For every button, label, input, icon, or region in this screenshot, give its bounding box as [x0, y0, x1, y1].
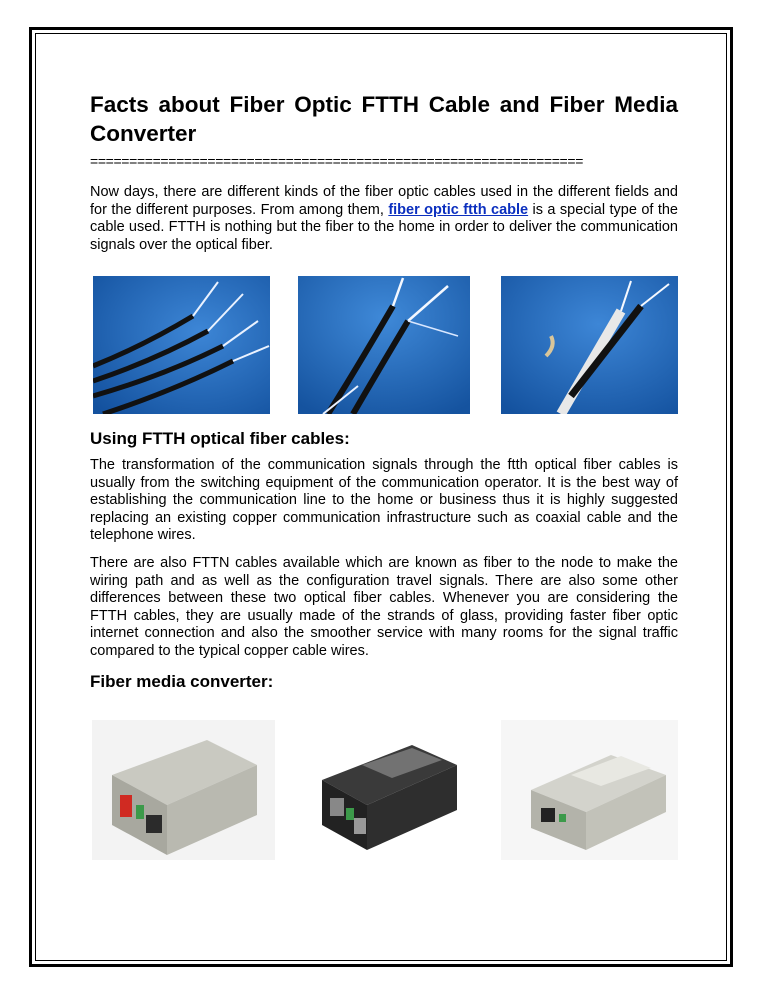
- media-converter-photo-2: [302, 720, 470, 860]
- ftth-cable-photo-1: [93, 276, 270, 414]
- intro-text-start: Now days, there are different kinds of the fiber optic cables used in the different fields and for the different purposes. From among them,: [90, 184, 678, 218]
- fiber-optic-ftth-cable-link[interactable]: fiber optic ftth cable: [388, 201, 529, 218]
- media-converter-photo-1: [92, 720, 275, 860]
- document-title: Facts about Fiber Optic FTTH Cable and Fiber Media Converter: [90, 92, 678, 146]
- section-heading-media-converter: Fiber media converter:: [90, 671, 274, 691]
- converter-images-row: [90, 720, 678, 860]
- intro-text-end: is a special type of the cable used. FTTH is nothing but the fiber to the home in order to deliver the communication signals over the optical fiber.: [90, 201, 678, 253]
- intro-paragraph: [90, 184, 678, 254]
- section-paragraph-1: The transformation of the communication signals through the ftth optical fiber cables is usually from the switching equipment of the communication operator. It is the best way of establishing the communication line to the home or business thus it is highly suggested replacing an existing copper communication infrastructure such as coaxial cable and the telephone wires.: [90, 457, 678, 544]
- ftth-cable-photo-3: [501, 276, 678, 414]
- document-body: [90, 90, 678, 254]
- title-divider: ===============================================================: [90, 153, 584, 169]
- section-ftth-usage: [90, 428, 678, 693]
- cable-images-row: [90, 276, 678, 414]
- section-paragraph-2: There are also FTTN cables available which are known as fiber to the node to make the wiring path and as well as the configuration travel signals. There are also some other differences between these two optical fiber cables. Whenever you are considering the FTTH cables, they are usually made of the strands of glass, providing faster fiber optic internet connection and also the smoother service with many rooms for the signal traffic compared to the typical copper cable wires.: [90, 554, 678, 659]
- media-converter-photo-3: [501, 720, 678, 860]
- section-heading-ftth-usage: Using FTTH optical fiber cables:: [90, 429, 350, 448]
- ftth-cable-photo-2: [298, 276, 470, 414]
